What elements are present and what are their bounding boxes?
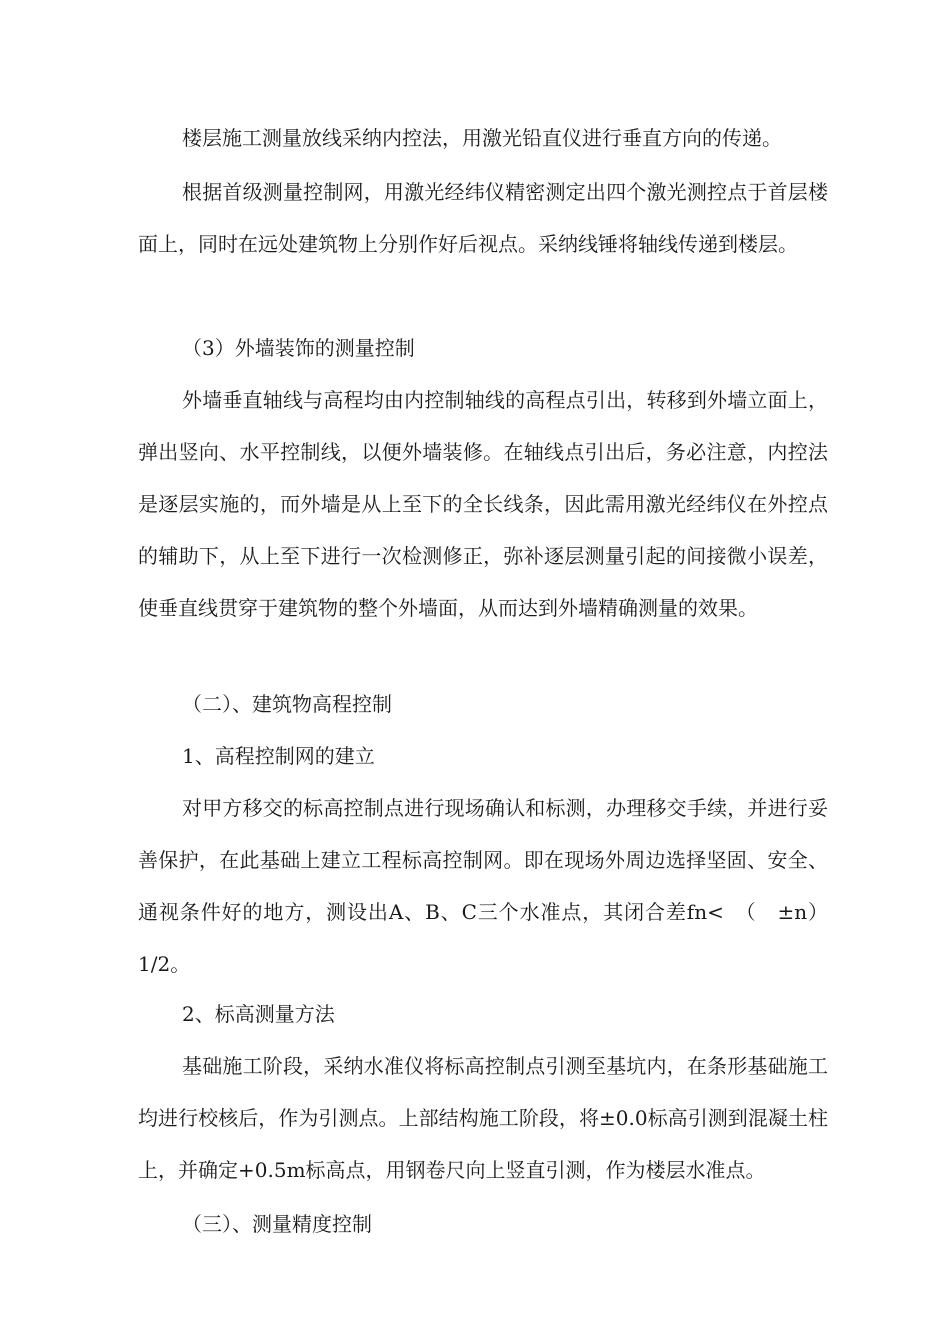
paragraph-floor-layout: 楼层施工测量放线采纳内控法，用激光铅直仪进行垂直方向的传递。 [182,126,782,150]
heading-precision-control: （三）、测量精度控制 [182,1212,372,1236]
paragraph-exterior-wall: 外墙垂直轴线与高程均由内控制轴线的高程点引出，转移到外墙立面上，弹出竖向、水平控制线，以便外墙装修。在轴线点引出后，务必注意，内控法是逐层实施的，而外墙是从上至下的全长线条，因此需用激光经纬仪在外控点的辅助下，从上至下进行一次检测修正，弥补逐层测量引起的间接微小误差，使垂直线贯穿于建筑物的整个外墙面，从而达到外墙精确测量的效果。 [138,388,828,620]
heading-elevation-network: 1、高程控制网的建立 [182,744,375,768]
paragraph-control-network: 根据首级测量控制网，用激光经纬仪精密测定出四个激光测控点于首层楼面上，同时在远处建筑物上分别作好后视点。采纳线锤将轴线传递到楼层。 [138,180,828,256]
heading-elevation-method: 2、标高测量方法 [182,1002,335,1026]
heading-exterior-wall-control: （3）外墙装饰的测量控制 [182,336,415,360]
paragraph-benchmark: 对甲方移交的标高控制点进行现场确认和标测，办理移交手续，并进行妥善保护，在此基础上建立工程标高控制网。即在现场外周边选择坚固、安全、通视条件好的地方，测设出A、B、C三个水准点，其闭合差fn< （ ±n）1/2。 [138,796,828,976]
paragraph-leveling: 基础施工阶段，采纳水准仪将标高控制点引测至基坑内，在条形基础施工均进行校核后，作为引测点。上部结构施工阶段，将±0.0标高引测到混凝土柱上，并确定+0.5m标高点，用钢卷尺向上竖直引测，作为楼层水准点。 [138,1054,828,1182]
heading-elevation-control: （二）、建筑物高程控制 [182,692,392,716]
